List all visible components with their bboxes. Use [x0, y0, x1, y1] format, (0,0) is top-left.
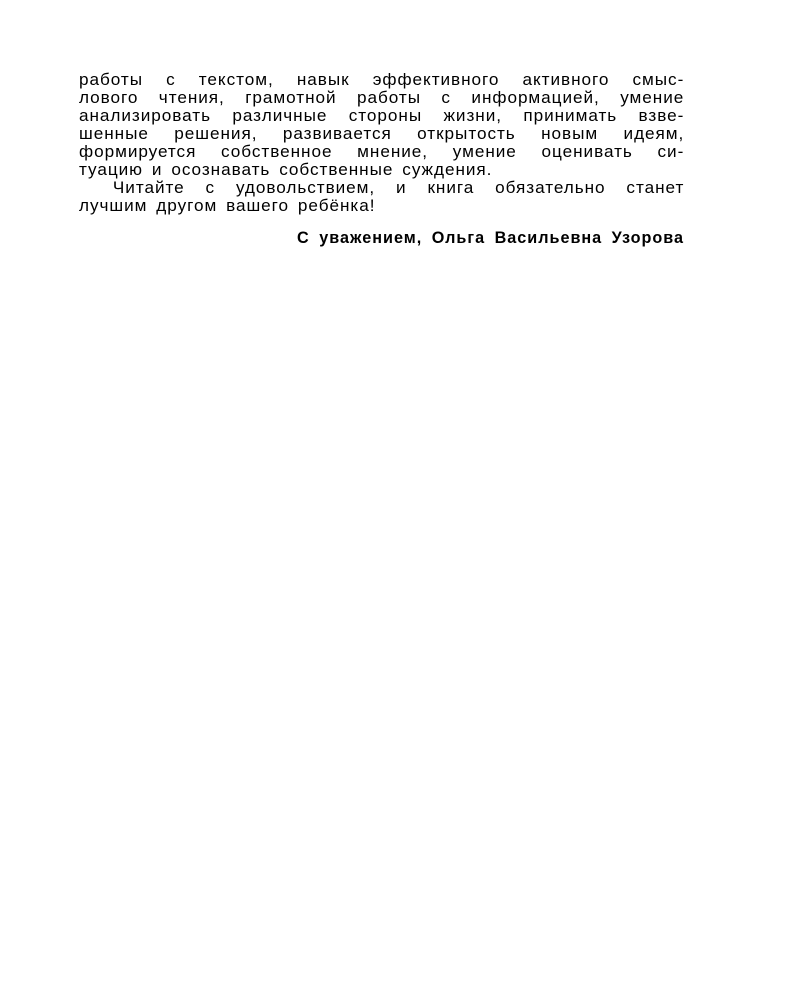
document-page [79, 71, 684, 247]
text-line: лучшим другом вашего ребёнка! [79, 197, 376, 215]
text-line: шенные решения, развивается открытость новым идеям, [79, 125, 685, 143]
text-line: Читайте с удовольствием, и книга обязательно станет [112, 179, 685, 197]
text-line: анализировать различные стороны жизни, принимать взве- [79, 107, 685, 125]
text-line: лового чтения, грамотной работы с информацией, умение [79, 89, 685, 107]
text-line: работы с текстом, навык эффективного активного смыс- [79, 71, 685, 89]
text-line: формируется собственное мнение, умение оценивать си- [79, 143, 685, 161]
body-paragraph [79, 71, 684, 179]
text-line: туацию и осознавать собственные суждения. [79, 161, 493, 179]
author-signature: С уважением, Ольга Васильевна Узорова [297, 229, 684, 247]
body-paragraph [79, 179, 684, 215]
